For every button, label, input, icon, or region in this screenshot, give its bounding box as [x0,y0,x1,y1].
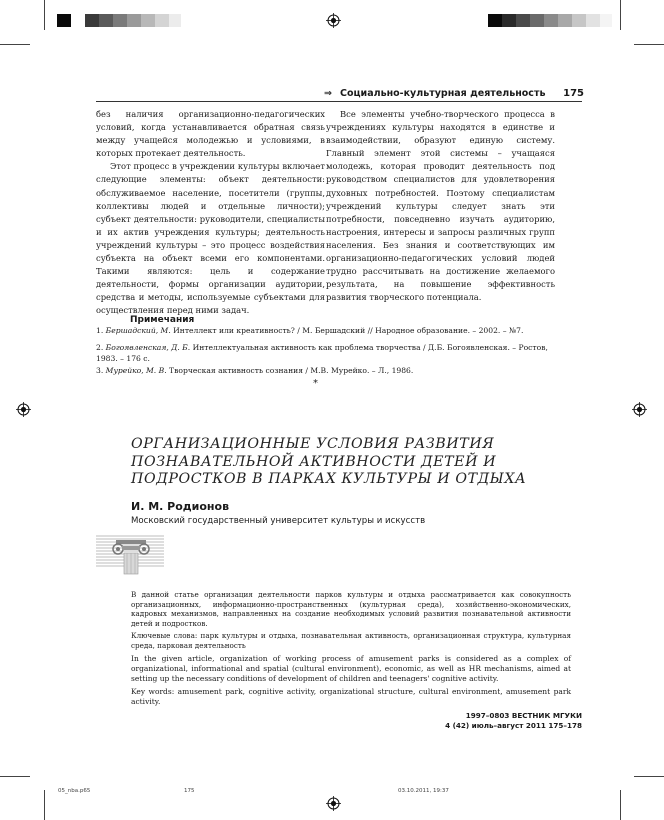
crop-mark [620,790,621,820]
arrow-icon: ⇒ [324,88,332,99]
title-line: ПОДРОСТКОВ В ПАРКАХ КУЛЬТУРЫ И ОТДЫХА [131,471,527,487]
abstract-en: In the given article, organization of working process of amusement parks is considered as a complex of organizational, informational and spatial (cultural environment), economic, as well as HR mechanisms, aimed at setting up the necessary conditions of development of children and teenagers' cognitive activity. [131,653,571,683]
page-number: 175 [563,88,584,99]
registration-mark-icon [16,402,31,417]
note-author: Мурейко, М. В. [105,366,167,375]
crop-mark [620,0,621,30]
swatch [544,14,558,27]
title-line: ПОЗНАВАТЕЛЬНОЙ АКТИВНОСТИ ДЕТЕЙ И [131,453,497,470]
title-line: ОРГАНИЗАЦИОННЫЕ УСЛОВИЯ РАЗВИТИЯ [131,436,495,452]
swatch [572,14,586,27]
author-affiliation: Московский государственный университет культуры и искусств [131,516,426,526]
journal-issn: 1997–0803 ВЕСТНИК МГУКИ [465,711,582,720]
swatch [502,14,516,27]
swatch [155,14,169,27]
registration-mark-icon [632,402,647,417]
header-rule [96,101,582,102]
text-column-left [96,108,325,318]
note-author: Богоявленская, Д. Б. [105,343,191,352]
note-number: 3. [96,366,104,375]
crop-mark [0,776,30,777]
running-header [300,88,584,102]
crop-mark [634,776,664,777]
note-number: 1. [96,326,104,335]
keywords-ru: Ключевые слова: парк культуры и отдыха, познавательная активность, организационная структура, культурная среда, парковая деятельность [131,631,571,650]
slug-page: 175 [184,788,195,794]
crop-mark [0,44,30,45]
note-item [96,325,566,336]
grayscale-swatch-left [57,14,181,27]
notes-heading: Примечания [130,315,195,325]
note-text: Интеллектуальная активность как проблема творчества / Д.Б. Богоявленская. – Ростов, 1983. – 176 с. [96,343,548,363]
swatch [530,14,544,27]
note-author: Бершадский, М. [105,326,171,335]
registration-mark-icon [326,13,341,28]
paragraph: без наличия организационно-педагогических условий, когда устанавливается обратная связь между учащейся молодежью и условиями, в которых протекает деятельность. [96,109,325,159]
keywords-en: Key words: amusement park, cognitive activity, organizational structure, cultural environment, amusement park activity. [131,686,571,706]
swatch [113,14,127,27]
swatch [488,14,502,27]
note-item [96,365,566,376]
note-text: Творческая активность сознания / М.В. Мурейко. – Л., 1986. [166,366,414,375]
paragraph: Все элементы учебно-творческого процесса в учреждениях культуры находятся в единстве и взаимодействии, образуют единую систему. Главный элемент этой системы – учащаяся молодежь, которая проводит деятельность под руководством специалистов для удовлетворения духовных потребностей. Поэтому специалистам учреждений культуры следует знать эти потребности, повседневно изучать аудиторию, настроения, интересы и запросы различных групп населения. Без знания и соответствующих им организационно-педагогических условий людей трудно рассчитывать на достижение желаемого результата, на повышение эффективность развития творческого потенциала. [326,109,555,303]
paragraph: Этот процесс в учреждении культуры включает следующие элементы: объект деятельности: обслуживаемое население, посетители (группы, коллективы людей и отдельные личности); субъект деятельности: руководители, специалисты и их актив учреждения культуры; деятельность учреждений культуры – это процесс воздействия субъекта на объект всеми его компонентами. Такими являются: цель и содержание деятельности, формы организации аудитории, средства и методы, используемые субъектами для осуществления перед ними задач. [96,161,325,316]
slug-datetime: 03.10.2011, 19:37 [398,788,449,794]
crop-mark [44,790,45,820]
journal-issue: 4 (42) июль–август 2011 175–178 [445,721,582,730]
section-title: Социально-культурная деятельность [340,88,546,99]
abstract-block [131,590,571,710]
text-column-right [326,108,555,304]
swatch [141,14,155,27]
crop-mark [634,44,664,45]
swatch [57,14,71,27]
swatch [85,14,99,27]
swatch [169,14,181,27]
swatch [586,14,600,27]
swatch [127,14,141,27]
swatch [99,14,113,27]
note-item [96,342,566,364]
note-text: Интеллект или креативность? / М. Бершадский // Народное образование. – 2002. – №7. [170,326,524,335]
registration-mark-icon [326,796,341,811]
crop-mark [44,0,45,30]
section-separator: * [313,378,318,389]
author-name: И. М. Родионов [131,500,230,513]
abstract-ru: В данной статье организация деятельности парков культуры и отдыха рассматривается как совокупность организационных, информационно-пространственных (культурная среда), хозяйственно-экономических, кадровых механизмов, направленных на создание необходимых условий развития познавательной активности детей и подростков. [131,590,571,628]
swatch [71,14,85,27]
slug-filename: 05_nba.p65 [58,788,91,794]
swatch [516,14,530,27]
grayscale-swatch-right [488,14,612,27]
ionic-column-logo-icon [96,530,164,576]
article-title [131,436,551,489]
note-number: 2. [96,343,104,352]
swatch [600,14,612,27]
swatch [558,14,572,27]
